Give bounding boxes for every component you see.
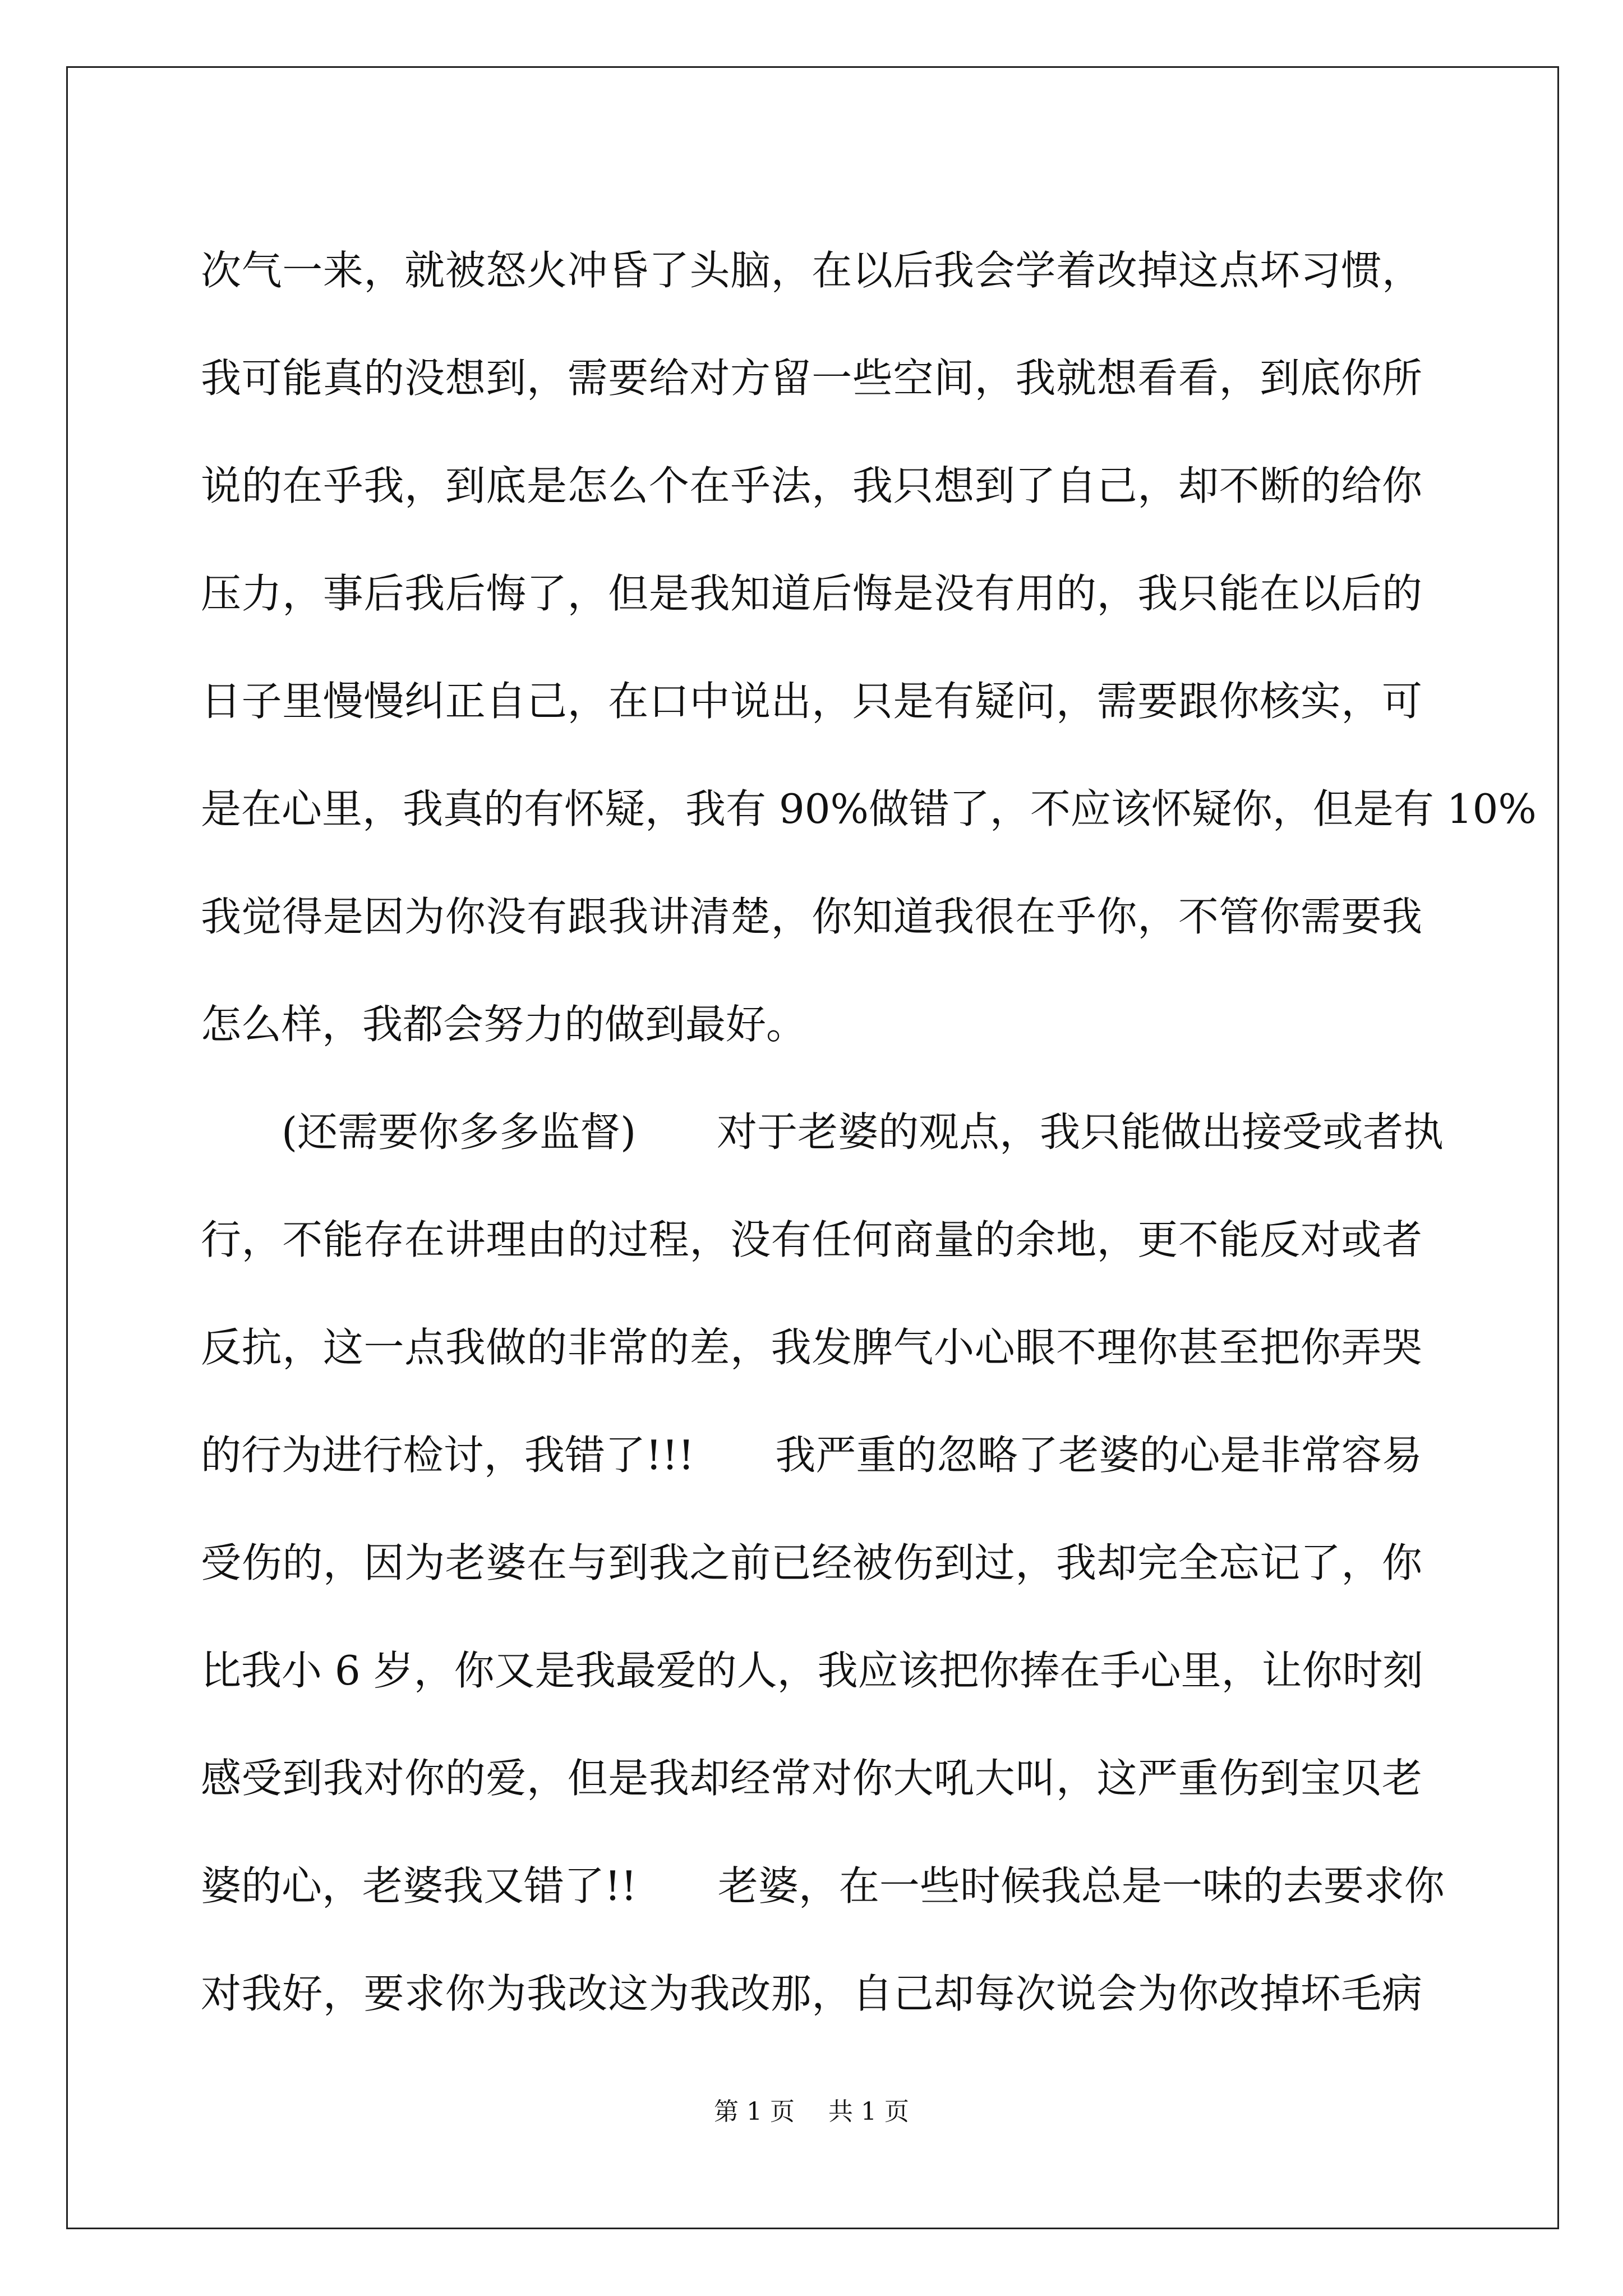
text-line: 对我好，要求你为我改这为我改那，自己却每次说会为你改掉坏毛病 — [201, 1970, 1422, 2017]
text-line: 压力，事后我后悔了，但是我知道后悔是没有用的，我只能在以后的 — [201, 570, 1422, 617]
text-line: 怎么样，我都会努力的做到最好。 — [201, 1001, 807, 1048]
text-line: 行，不能存在讲理由的过程，没有任何商量的余地，更不能反对或者 — [201, 1216, 1422, 1263]
text-line: 感受到我对你的爱，但是我却经常对你大吼大叫，这严重伤到宝贝老 — [201, 1755, 1422, 1802]
page-total: 共 1 页 — [828, 2097, 909, 2126]
text-line: 受伤的，因为老婆在与到我之前已经被伤到过，我却完全忘记了，你 — [201, 1539, 1422, 1586]
page-footer — [0, 2096, 1623, 2128]
text-line: 我可能真的没想到，需要给对方留一些空间，我就想看看，到底你所 — [201, 355, 1422, 402]
text-line: 说的在乎我，到底是怎么个在乎法，我只想到了自己，却不断的给你 — [201, 462, 1422, 509]
text-line: 婆的心，老婆我又错了!! 老婆，在一些时候我总是一味的去要求你 — [201, 1862, 1445, 1910]
page-number: 第 1 页 — [714, 2097, 795, 2126]
text-line: 日子里慢慢纠正自己，在口中说出，只是有疑问，需要跟你核实，可 — [201, 678, 1422, 725]
text-line: 我觉得是因为你没有跟我讲清楚，你知道我很在乎你，不管你需要我 — [201, 893, 1422, 940]
text-line: 反抗，这一点我做的非常的差，我发脾气小心眼不理你甚至把你弄哭 — [201, 1324, 1422, 1371]
document-body — [201, 217, 1537, 2047]
text-line: 的行为进行检讨，我错了!!! 我严重的忽略了老婆的心是非常容易 — [201, 1432, 1422, 1479]
text-line: 是在心里，我真的有怀疑，我有 90%做错了，不应该怀疑你，但是有 10% — [201, 785, 1537, 832]
text-line: 比我小 6 岁，你又是我最爱的人，我应该把你捧在手心里，让你时刻 — [201, 1647, 1423, 1694]
text-line: (还需要你多多监督) 对于老婆的观点，我只能做出接受或者执 — [201, 1108, 1444, 1156]
text-line: 次气一来，就被怒火冲昏了头脑，在以后我会学着改掉这点坏习惯， — [201, 247, 1422, 294]
